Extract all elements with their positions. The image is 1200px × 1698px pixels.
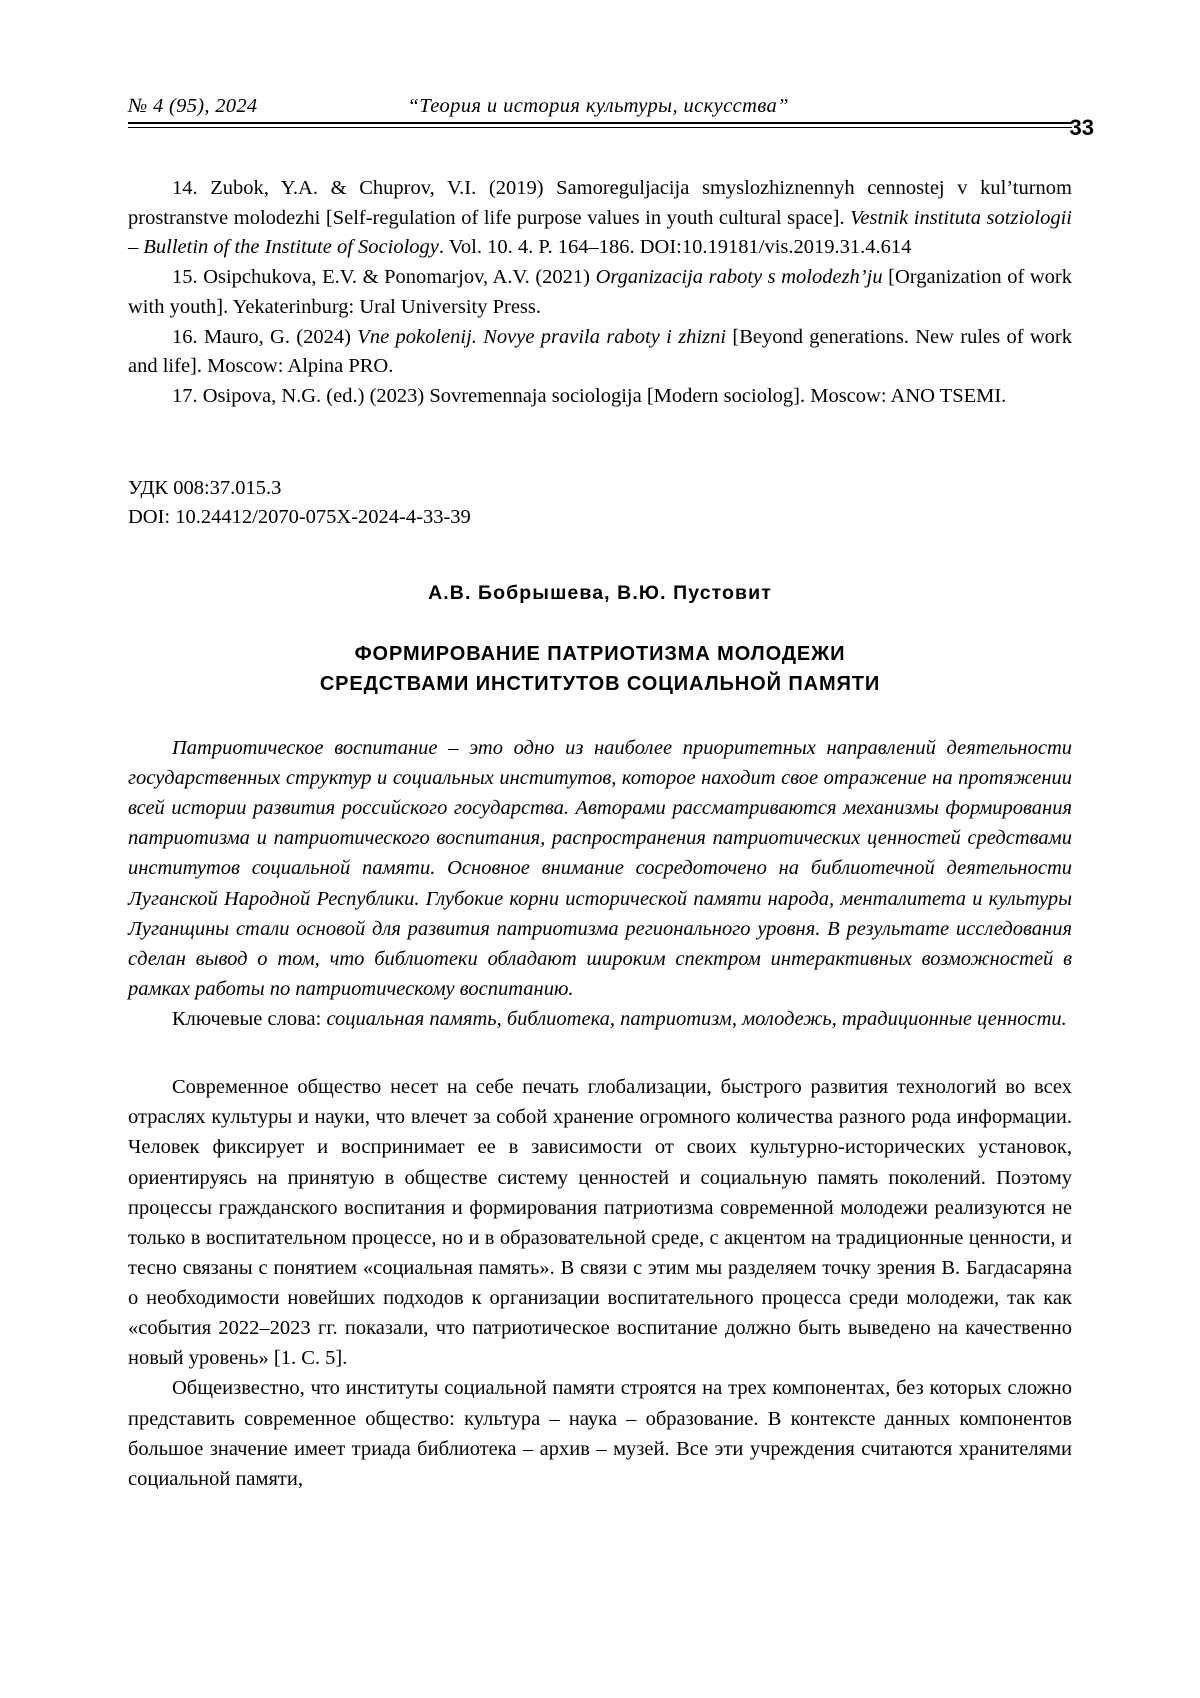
ref-14-text-c: . Vol. 10. 4. P. 164–186. DOI:10.19181/vis.2019.31.4.614 — [438, 236, 912, 259]
ref-16-text-c: [Beyond generations. New rules of work and life]. Moscow: Alpina PRO. — [128, 325, 1072, 378]
abstract-text: Патриотическое воспитание – это одно из наиболее приоритетных направлений деятельности государственных структур и социальных институтов, которое находит свое отражение на протяжении всей истории развития российского государства. Авторами рассматриваются механизмы формирования патриотизма и патриотического воспитания, распространения патриотических ценностей средствами институтов социальной памяти. Основное внимание сосредоточено на библиотечной деятельности Луганской Народной Республики. Глубокие корни исторической памяти народа, менталитета и культуры Луганщины стали основой для развития патриотизма регионального уровня. В результате исследования сделан вывод о том, что библиотеки обладают широким спектром интерактивных возможностей в рамках работы по патриотическому воспитанию. — [128, 736, 1072, 1000]
references-list — [128, 174, 1072, 412]
article-title — [128, 639, 1072, 699]
header-divider — [128, 122, 1072, 128]
article-body — [128, 1072, 1072, 1494]
article-authors: А.В. Бобрышева, В.Ю. Пустовит — [428, 581, 772, 604]
issue-label: № 4 (95), 2024 — [128, 95, 258, 117]
keywords-text: социальная память, библиотека, патриотизм, молодежь, традиционные ценности. — [321, 1008, 1067, 1031]
keywords-paragraph — [128, 1004, 1072, 1034]
ref-14-text-a: 14. Zubok, Y.A. & Chuprov, V.I. (2019) Samoreguljacija smyslozhiznennyh cennostej v kul’turnom prostranstve molodezhi [Self-regulation of life purpose values in youth cultural space]. — [128, 177, 1072, 229]
keywords-label: Ключевые слова: — [172, 1008, 322, 1031]
udk-code: УДК 008:37.015.3 — [128, 476, 282, 499]
reference-item-15 — [128, 263, 1072, 322]
article-title-line-2: СРЕДСТВАМИ ИНСТИТУТОВ СОЦИАЛЬНОЙ ПАМЯТИ — [319, 672, 881, 695]
ref-15-text-c: [Organization of work with youth]. Yekaterinburg: Ural University Press. — [128, 266, 1072, 318]
reference-item-16 — [128, 323, 1072, 382]
reference-item-17 — [128, 382, 1072, 412]
ref-17-text-a: 17. Osipova, N.G. (ed.) (2023) Sovremennaja sociologija [Modern sociolog]. Moscow: ANO TSEMI. — [172, 385, 1007, 408]
ref-16-text-b: Vne pokolenij. Novye pravila raboty i zhizni — [357, 325, 727, 348]
page-number: 33 — [1069, 115, 1094, 140]
reference-item-14 — [128, 174, 1072, 263]
journal-section-label: “Теория и история культуры, искусства” — [407, 95, 789, 117]
ref-15-text-a: 15. Osipchukova, E.V. & Ponomarjov, A.V. (2021) — [172, 266, 596, 289]
abstract-block — [128, 733, 1072, 1034]
body-paragraph-1: Современное общество несет на себе печать глобализации, быстрого развития технологий во всех отраслях культуры и науки, что влечет за собой хранение огромного количества разного рода информации. Человек фиксирует и воспринимает ее в зависимости от своих культурно-исторических установок, ориентируясь на принятую в обществе систему ценностей и социальную память поколений. Поэтому процессы гражданского воспитания и формирования патриотизма современной молодежи реализуются не только в воспитательном процессе, но и в образовательной среде, с акцентом на традиционные ценности, и тесно связаны с понятием «социальная память». В связи с этим мы разделяем точку зрения В. Багдасаряна о необходимости новейших подходов к организации воспитательного процесса среди молодежи, так как «события 2022–2023 гг. показали, что патриотическое воспитание должно быть выведено на качественно новый уровень» [1. С. 5]. — [128, 1076, 1072, 1370]
article-title-line-1: ФОРМИРОВАНИЕ ПАТРИОТИЗМА МОЛОДЕЖИ — [354, 642, 846, 665]
running-head — [128, 95, 1094, 140]
ref-16-text-a: 16. Mauro, G. (2024) — [172, 325, 358, 348]
ref-14-text-b: Vestnik instituta sotziologii – Bulletin of the Institute of Sociology — [128, 206, 1072, 259]
identifiers-block — [128, 474, 1072, 532]
doi-code: DOI: 10.24412/2070-075X-2024-4-33-39 — [128, 505, 471, 528]
ref-15-text-b: Organizacija raboty s molodezh’ju — [595, 266, 883, 289]
body-paragraph-2: Общеизвестно, что институты социальной памяти строятся на трех компонентах, без которых сложно представить современное общество: культура – наука – образование. В контексте данных компонентов большое значение имеет триада библиотека – архив – музей. Все эти учреждения считаются хранителями социальной памяти, — [128, 1377, 1072, 1490]
